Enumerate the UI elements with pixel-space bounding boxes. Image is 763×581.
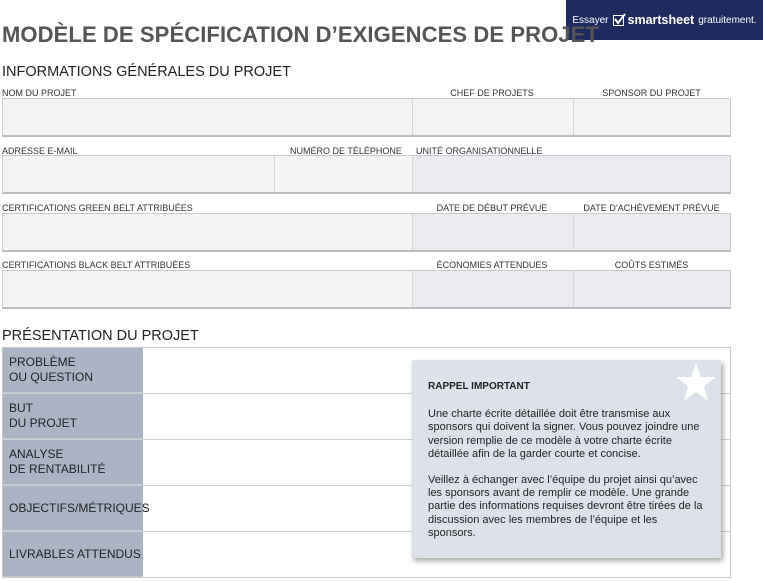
email-label: ADRESSE E-MAIL xyxy=(2,146,78,156)
end-date-label: DATE D’ACHÈVEMENT PRÉVUE xyxy=(583,203,720,213)
check-icon xyxy=(613,15,624,26)
black-belt-field[interactable] xyxy=(3,271,413,307)
general-info-heading: INFORMATIONS GÉNÉRALES DU PROJET xyxy=(2,64,291,80)
org-unit-label: UNITÉ ORGANISATIONNELLE xyxy=(416,146,543,156)
estimated-costs-field[interactable] xyxy=(574,271,730,307)
row-green-belt xyxy=(2,213,731,252)
start-date-label: DATE DE DÉBUT PRÉVUE xyxy=(436,203,548,213)
black-belt-label: CERTIFICATIONS BLACK BELT ATTRIBUÉES xyxy=(2,260,191,270)
end-date-field[interactable] xyxy=(574,214,730,250)
overview-label-line: DU PROJET xyxy=(9,416,78,430)
overview-label-line: PROBLÈME xyxy=(9,355,76,369)
overview-label-line: DE RENTABILITÉ xyxy=(9,462,106,476)
banner-suffix: gratuitement. xyxy=(698,14,757,26)
overview-label-line: LIVRABLES ATTENDUS xyxy=(9,546,141,561)
project-name-label: NOM DU PROJET xyxy=(2,88,77,98)
row-email xyxy=(2,155,731,194)
project-manager-label: CHEF DE PROJETS xyxy=(450,88,534,98)
phone-label: NUMÉRO DE TÉLÉPHONE xyxy=(290,146,402,156)
org-unit-field[interactable] xyxy=(413,156,730,192)
banner-prefix: Essayer xyxy=(572,14,609,26)
start-date-field[interactable] xyxy=(413,214,574,250)
overview-label-line: OU QUESTION xyxy=(9,370,94,384)
overview-label-problem xyxy=(3,348,143,393)
row-project-name xyxy=(2,98,731,137)
reminder-paragraph: Veillez à échanger avec l’équipe du projet ainsi qu’avec les sponsors avant de remplir ce modèle. Une grande partie des informations requises devront être tirées de la discussion avec les membres de l’équipe et les sponsors. xyxy=(428,474,703,539)
expected-savings-field[interactable] xyxy=(413,271,574,307)
sponsor-label: SPONSOR DU PROJET xyxy=(602,88,701,98)
project-overview-heading: PRÉSENTATION DU PROJET xyxy=(2,328,199,344)
overview-label-line: BUT xyxy=(9,401,33,415)
email-field[interactable] xyxy=(3,156,275,192)
page-title: MODÈLE DE SPÉCIFICATION D’EXIGENCES DE PROJET xyxy=(2,22,599,47)
important-reminder-note xyxy=(412,360,721,558)
expected-savings-label: ÉCONOMIES ATTENDUES xyxy=(436,260,548,270)
overview-label-goal xyxy=(3,394,143,439)
overview-label-objectives xyxy=(3,486,150,531)
green-belt-label: CERTIFICATIONS GREEN BELT ATTRIBUÉES xyxy=(2,203,193,213)
overview-label-business-case xyxy=(3,440,143,485)
banner-brand: smartsheet xyxy=(627,13,695,27)
phone-field[interactable] xyxy=(275,156,413,192)
overview-label-line: ANALYSE xyxy=(9,447,64,461)
reminder-paragraph: Une charte écrite détaillée doit être transmise aux sponsors qui doivent la signer. Vous pouvez joindre une version remplie de ce modèle à votre charte écrite détaillée afin de la garder courte et concise. xyxy=(428,408,700,460)
overview-label-line: OBJECTIFS/MÉTRIQUES xyxy=(9,500,150,515)
estimated-costs-label: COÛTS ESTIMÉS xyxy=(614,260,689,270)
project-name-field[interactable] xyxy=(3,99,413,135)
green-belt-field[interactable] xyxy=(3,214,413,250)
overview-label-deliverables xyxy=(3,532,143,577)
reminder-title: RAPPEL IMPORTANT xyxy=(428,381,530,392)
sponsor-field[interactable] xyxy=(574,99,730,135)
project-manager-field[interactable] xyxy=(413,99,574,135)
star-icon xyxy=(675,362,717,402)
row-black-belt xyxy=(2,270,731,309)
